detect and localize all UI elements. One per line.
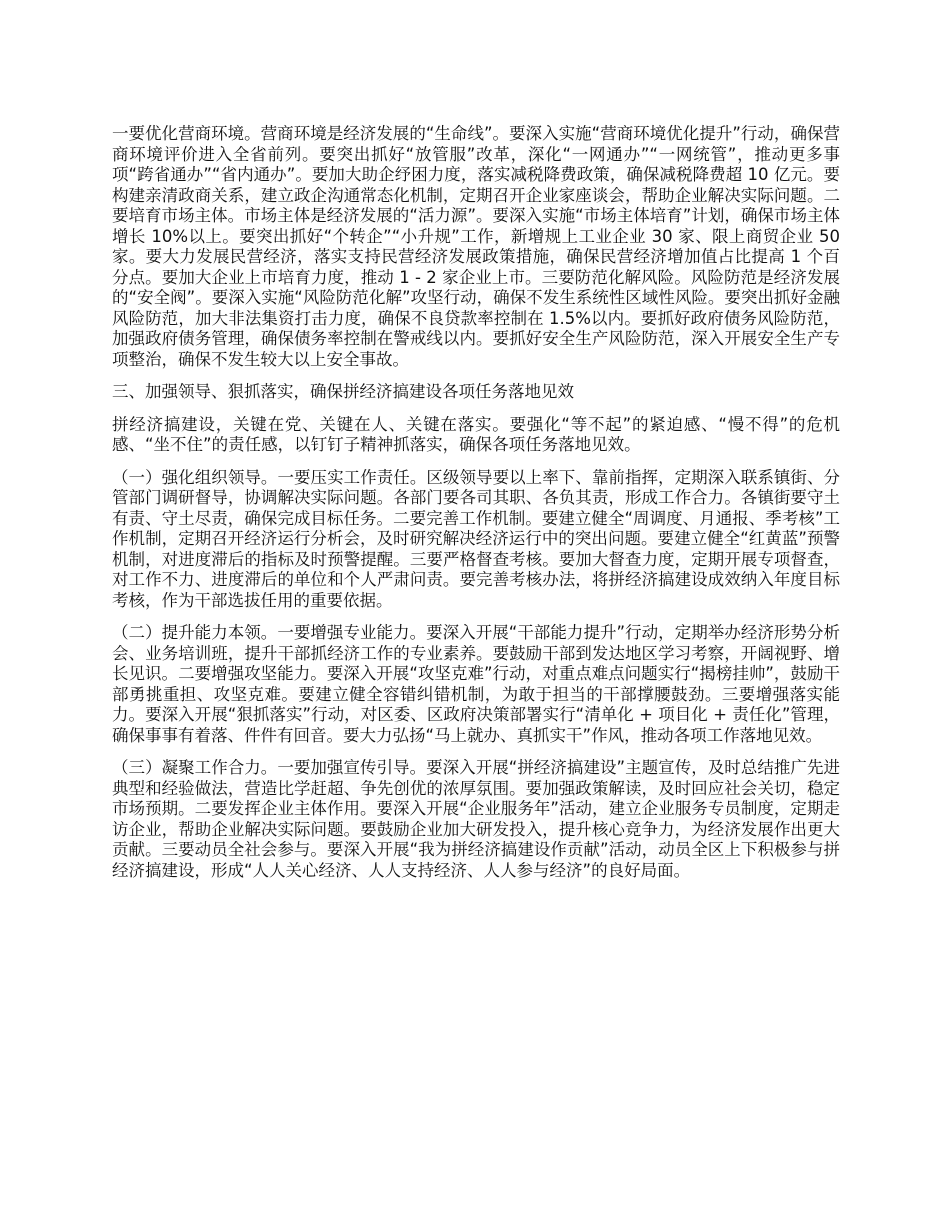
- paragraph-capability: （二）提升能力本领。一要增强专业能力。要深入开展“干部能力提升”行动，定期举办经济形势分析会、业务培训班，提升干部抓经济工作的专业素养。要鼓励干部到发达地区学习考察，开阔视野、增长见识。二要增强攻坚能力。要深入开展“攻坚克难”行动，对重点难点问题实行“揭榜挂帅”，鼓励干部勇挑重担、攻坚克难。要建立健全容错纠错机制，为敢于担当的干部撑腰鼓劲。三要增强落实能力。要深入开展“狠抓落实”行动，对区委、区政府决策部署实行“清单化 + 项目化 + 责任化”管理，确保事事有着落、件件有回音。要大力弘扬“马上就办、真抓实干”作风，推动各项工作落地见效。: [112, 623, 840, 745]
- paragraph-intro-implementation: 拼经济搞建设，关键在党、关键在人、关键在落实。要强化“等不起”的紧迫感、“慢不得”的危机感、“坐不住”的责任感，以钉钉子精神抓落实，确保各项任务落地见效。: [112, 414, 840, 454]
- document-body: [112, 124, 840, 893]
- paragraph-joint-effort: （三）凝聚工作合力。一要加强宣传引导。要深入开展“拼经济搞建设”主题宣传，及时总结推广先进典型和经验做法，营造比学赶超、争先创优的浓厚氛围。要加强政策解读，及时回应社会关切，稳定市场预期。二要发挥企业主体作用。要深入开展“企业服务年”活动，建立企业服务专员制度，定期走访企业，帮助企业解决实际问题。要鼓励企业加大研发投入，提升核心竞争力，为经济发展作出更大贡献。三要动员全社会参与。要深入开展“我为拼经济搞建设作贡献”活动，动员全区上下积极参与拼经济搞建设，形成“人人关心经济、人人支持经济、人人参与经济”的良好局面。: [112, 758, 840, 880]
- paragraph-organization-leadership: （一）强化组织领导。一要压实工作责任。区级领导要以上率下、靠前指挥，定期深入联系镇街、分管部门调研督导，协调解决实际问题。各部门要各司其职、各负其责，形成工作合力。各镇街要守土有责、守土尽责，确保完成目标任务。二要完善工作机制。要建立健全“周调度、月通报、季考核”工作机制，定期召开经济运行分析会，及时研究解决经济运行中的突出问题。要建立健全“红黄蓝”预警机制，对进度滞后的指标及时预警提醒。三要严格督查考核。要加大督查力度，定期开展专项督查，对工作不力、进度滞后的单位和个人严肃问责。要完善考核办法，将拼经济搞建设成效纳入年度目标考核，作为干部选拔任用的重要依据。: [112, 467, 840, 610]
- section-heading-three: 三、加强领导、狠抓落实，确保拼经济搞建设各项任务落地见效: [112, 382, 574, 401]
- paragraph-business-environment: 一要优化营商环境。营商环境是经济发展的“生命线”。要深入实施“营商环境优化提升”行动，确保营商环境评价进入全省前列。要突出抓好“放管服”改革，深化“一网通办”“一网统管”，推动更多事项“跨省通办”“省内通办”。要加大助企纾困力度，落实减税降费政策，确保减税降费超 10 亿元。要构建亲清政商关系，建立政企沟通常态化机制，定期召开企业家座谈会，帮助企业解决实际问题。二要培育市场主体。市场主体是经济发展的“活力源”。要深入实施“市场主体培育”计划，确保市场主体增长 10%以上。要突出抓好“个转企”“小升规”工作，新增规上工业企业 30 家、限上商贸企业 50 家。要大力发展民营经济，落实支持民营经济发展政策措施，确保民营经济增加值占比提高 1 个百分点。要加大企业上市培育力度，推动 1 - 2 家企业上市。三要防范化解风险。风险防范是经济发展的“安全阀”。要深入实施“风险防范化解”攻坚行动，确保不发生系统性区域性风险。要突出抓好金融风险防范，加大非法集资打击力度，确保不良贷款率控制在 1.5%以内。要抓好政府债务风险防范，加强政府债务管理，确保债务率控制在警戒线以内。要抓好安全生产风险防范，深入开展安全生产专项整治，确保不发生较大以上安全事故。: [112, 124, 840, 369]
